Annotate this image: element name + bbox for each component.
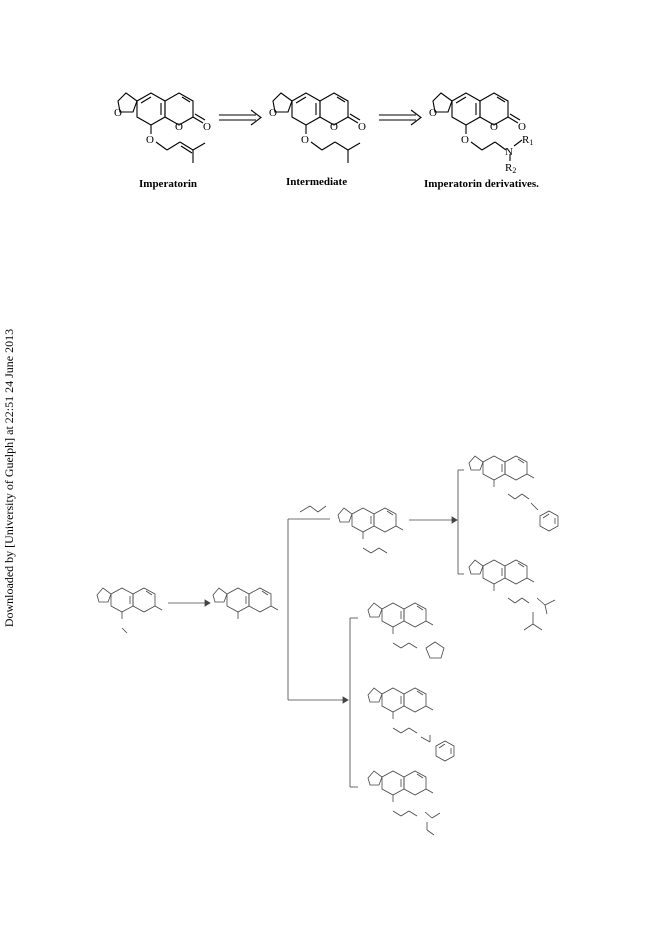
- r2-label: R2: [505, 162, 517, 175]
- oxygen-label: O: [175, 121, 183, 133]
- oxygen-label: O: [203, 121, 211, 133]
- oxygen-label: O: [461, 134, 469, 146]
- starting-material-structure: [97, 588, 162, 633]
- alkylated-intermediate-structure: [338, 508, 403, 553]
- oxygen-label: O: [269, 107, 277, 119]
- caption-intermediate: Intermediate: [286, 176, 348, 188]
- oxygen-label: O: [518, 121, 526, 133]
- oxygen-label: O: [330, 121, 338, 133]
- diethylamine-derivative-structure: [368, 771, 440, 835]
- benzylamine-derivative-structure: [469, 456, 558, 531]
- branch-connector: [288, 506, 348, 703]
- oxygen-label: O: [490, 121, 498, 133]
- reaction-arrow: [168, 600, 210, 606]
- diisopropylamine-derivative-structure: [469, 560, 555, 630]
- oxygen-label: O: [358, 121, 366, 133]
- oxygen-label: O: [146, 134, 154, 146]
- caption-imperatorin-derivatives: Imperatorin derivatives.: [424, 178, 539, 190]
- acetophenone-derivative-structure: [368, 688, 454, 761]
- r1-label: R1: [522, 134, 534, 147]
- caption-imperatorin: Imperatorin: [139, 178, 198, 190]
- oxygen-label: O: [301, 134, 309, 146]
- oxygen-label: O: [114, 107, 122, 119]
- download-watermark: Downloaded by [University of Guelph] at 22:51 24 June 2013: [2, 328, 16, 628]
- oxygen-label: O: [429, 107, 437, 119]
- nitrogen-label: N: [505, 146, 513, 158]
- pyrrolidine-derivative-structure: [368, 603, 444, 658]
- reaction-arrow: [409, 517, 457, 523]
- branch-connector: [458, 470, 464, 574]
- hydroxy-intermediate-structure: [213, 588, 278, 619]
- branch-connector: [350, 618, 358, 787]
